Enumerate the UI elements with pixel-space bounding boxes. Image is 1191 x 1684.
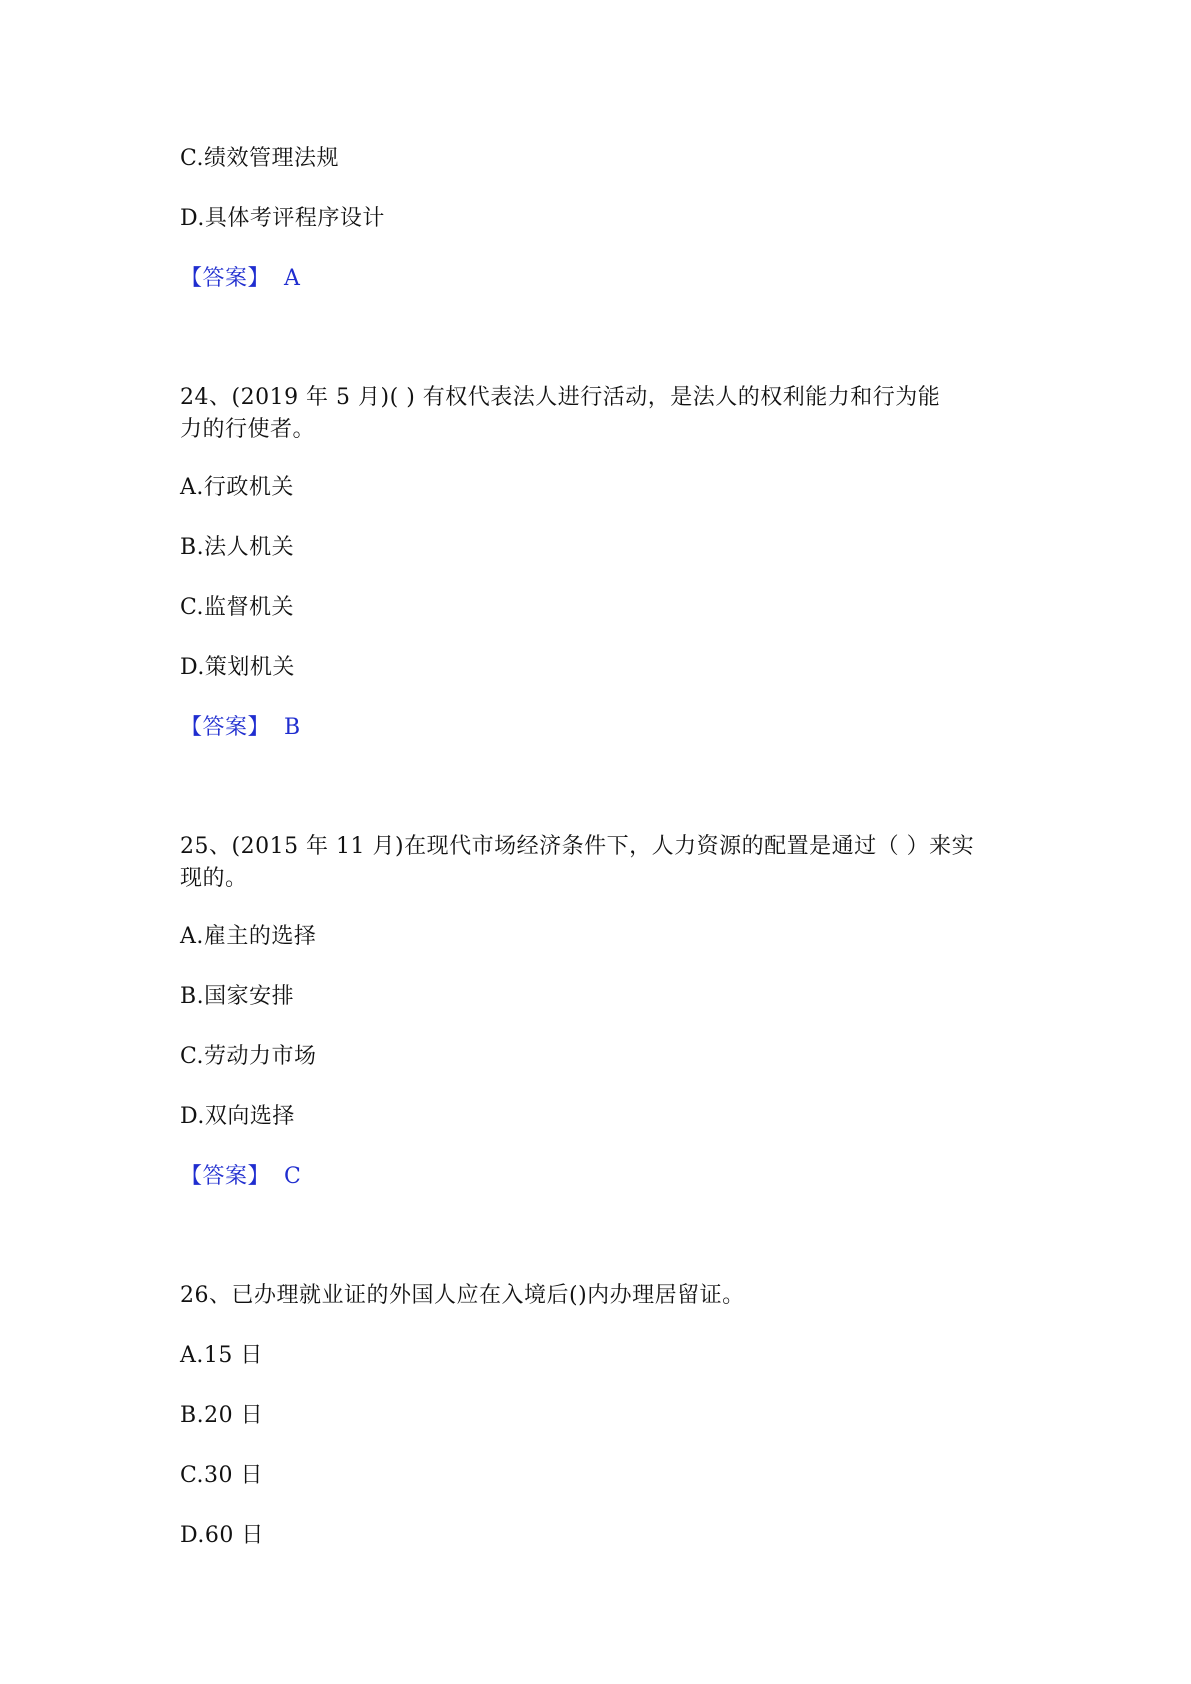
prev-answer-label: 【答案】 (180, 266, 271, 291)
q25-answer-value: C (284, 1164, 302, 1189)
q24-option-b: B.法人机关 (180, 535, 295, 560)
q25-option-a: A.雇主的选择 (180, 924, 317, 949)
q25-option-c: C.劳动力市场 (180, 1044, 317, 1069)
q24-answer (180, 712, 301, 744)
prev-option-d: D.具体考评程序设计 (180, 206, 385, 231)
q24-answer-label: 【答案】 (180, 715, 271, 740)
q24-stem-line2: 力的行使者。 (180, 417, 316, 442)
q25-option-d: D.双向选择 (180, 1104, 295, 1129)
q26-option-a: A.15 日 (180, 1343, 263, 1368)
q25-answer-label: 【答案】 (180, 1164, 271, 1189)
q26-stem-line1: 26、已办理就业证的外国人应在入境后()内办理居留证。 (180, 1283, 745, 1308)
q24-option-a: A.行政机关 (180, 475, 294, 500)
q24-answer-value: B (284, 715, 301, 740)
q25-stem-line2: 现的。 (180, 866, 248, 891)
q24-stem-line1: 24、(2019 年 5 月)( ) 有权代表法人进行活动，是法人的权利能力和行为能 (180, 385, 941, 410)
q24-option-c: C.监督机关 (180, 595, 295, 620)
prev-answer (180, 263, 300, 295)
q25-option-b: B.国家安排 (180, 984, 295, 1009)
q26-option-b: B.20 日 (180, 1403, 264, 1428)
prev-answer-value: A (284, 266, 301, 291)
q24-option-d: D.策划机关 (180, 655, 295, 680)
q25-stem-line1: 25、(2015 年 11 月)在现代市场经济条件下，人力资源的配置是通过（ ）来实 (180, 834, 975, 859)
prev-option-c: C.绩效管理法规 (180, 146, 340, 171)
q26-option-c: C.30 日 (180, 1463, 264, 1488)
q26-option-d: D.60 日 (180, 1523, 264, 1548)
q25-answer (180, 1161, 301, 1193)
